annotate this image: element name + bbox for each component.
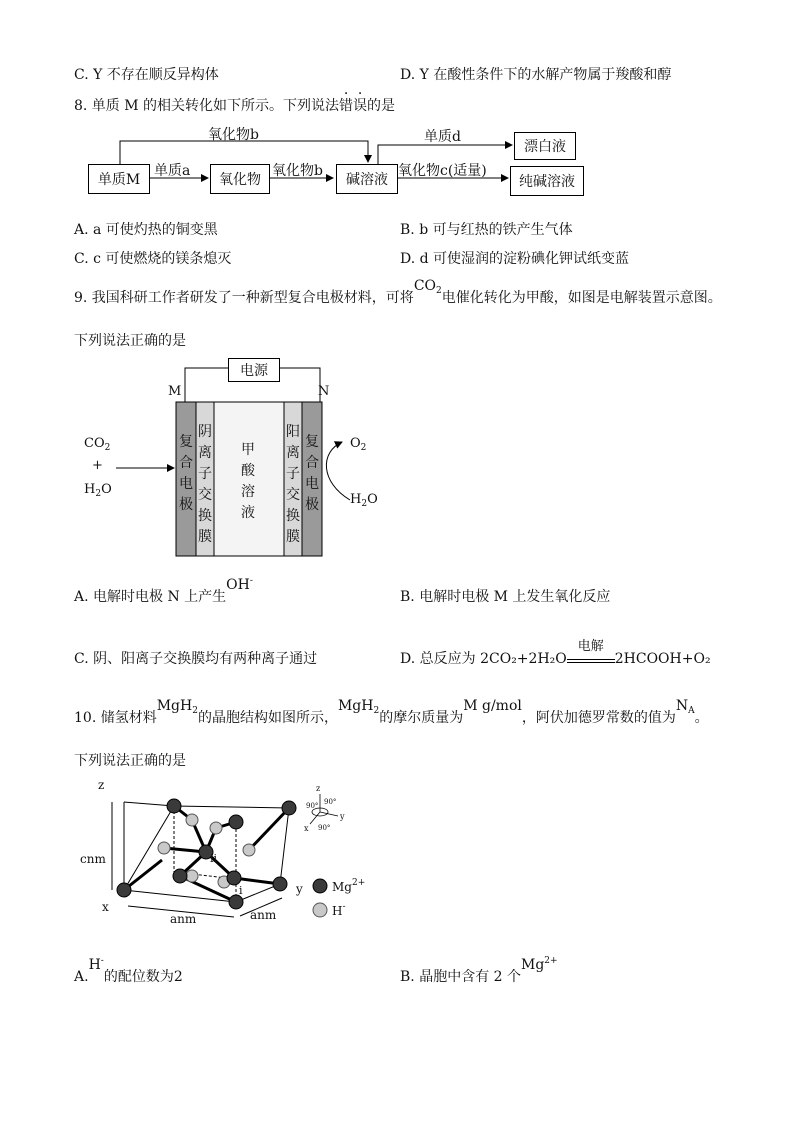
right-composite-electrode: 复合电极: [305, 434, 319, 513]
q10-option-b: B. 晶胞中含有 2 个$Mg^{2+}$: [400, 956, 558, 985]
q9-stem: 9. 我国科研工作者研发了一种新型复合电极材料，可将$CO_2$电催化转化为甲酸，如图是电解装置示意图。: [74, 278, 722, 306]
cation-exchange-membrane: 阳离子交换膜: [286, 424, 300, 545]
anion-exchange-membrane: 阴离子交换膜: [198, 424, 212, 545]
label-oxide-c: 氧化物c(适量): [398, 163, 487, 179]
output-h2o: $H_2O$: [350, 492, 378, 509]
label-electrode-m: M: [168, 384, 182, 399]
output-o2: $O_2$: [350, 436, 367, 453]
q10-stem: 10. 储氢材料MgH$_2$的晶胞结构如图所示，MgH$_2$的摩尔质量为M g/mol，阿伏加德罗常数的值为$N_A$。: [74, 698, 709, 726]
q9-option-b: B. 电解时电极 M 上发生氧化反应: [400, 589, 611, 605]
inset-axis-x: x: [304, 824, 309, 833]
q8-option-a: A. a 可使灼热的铜变黑: [74, 222, 218, 238]
equation-condition: 电解: [577, 639, 604, 654]
inset-angle-2: 90°: [324, 798, 337, 806]
q9-option-d: D. 总反应为 2CO₂+2H₂O 电解 2HCOOH+O₂: [400, 648, 711, 668]
q8-option-d: D. d 可使湿润的淀粉碘化钾试纸变蓝: [400, 251, 630, 267]
box-oxide: 氧化物: [210, 164, 270, 194]
q9-electrolysis-diagram: [80, 352, 410, 562]
q8-option-b: B. b 可与红热的铁产生气体: [400, 222, 573, 238]
q9-option-a: A. 电解时电极 N 上产生OH-: [74, 576, 253, 605]
axis-y-label: y: [296, 882, 303, 896]
formic-acid-solution: 甲酸溶液: [241, 442, 255, 521]
label-element-d: 单质d: [424, 129, 461, 145]
left-composite-electrode: 复合电极: [179, 434, 193, 513]
q10-crystal-cell-diagram: [80, 772, 374, 932]
legend-mg-ion: $Mg^{2+}$: [332, 878, 366, 894]
atom-label-ii: ii: [210, 852, 218, 865]
dimension-a-label-1: anm: [170, 912, 197, 926]
label-oxide-b: 氧化物b: [272, 163, 323, 179]
q9-stem-line2: 下列说法正确的是: [74, 333, 186, 349]
power-supply: 电源: [228, 358, 280, 382]
input-plus: +: [92, 458, 103, 473]
q10-option-a: A.H-的配位数为2: [74, 956, 183, 985]
box-alkali-solution: 碱溶液: [336, 164, 398, 194]
dimension-c-label: cnm: [80, 852, 106, 866]
label-element-a: 单质a: [154, 163, 191, 179]
q8-option-c: C. c 可使燃烧的镁条熄灭: [74, 251, 232, 267]
q8-transformation-diagram: [88, 124, 598, 196]
inset-angle-1: 90°: [306, 802, 319, 810]
axis-z-label: z: [98, 778, 105, 792]
q7-option-c: C. Y 不存在顺反异构体: [74, 67, 219, 83]
q8-stem: 8. 单质 M 的相关转化如下所示。下列说法错误的是: [74, 98, 396, 114]
input-h2o: $H_2O$: [84, 482, 112, 499]
label-oxide-b-top: 氧化物b: [208, 127, 259, 143]
inset-axis-z: z: [316, 784, 321, 793]
legend-h-ion: H-: [332, 902, 346, 918]
inset-angle-3: 90°: [318, 824, 331, 832]
q10-stem-line2: 下列说法正确的是: [74, 753, 186, 769]
label-electrode-n: N: [318, 384, 330, 399]
input-co2: $CO_2$: [84, 436, 111, 453]
atom-label-i: i: [239, 884, 243, 897]
inset-axis-y: y: [340, 812, 345, 821]
q7-option-d: D. Y 在酸性条件下的水解产物属于羧酸和醇: [400, 67, 672, 83]
box-element-m: 单质M: [88, 164, 150, 194]
box-soda-solution: 纯碱溶液: [510, 166, 584, 196]
q9-total-equation: 2CO₂+2H₂O 电解 2HCOOH+O₂: [480, 651, 710, 667]
q9-option-c: C. 阴、阳离子交换膜均有两种离子通过: [74, 651, 318, 667]
box-bleach: 漂白液: [514, 132, 576, 160]
dimension-a-label-2: anm: [250, 908, 277, 922]
axis-x-label: x: [102, 900, 109, 914]
